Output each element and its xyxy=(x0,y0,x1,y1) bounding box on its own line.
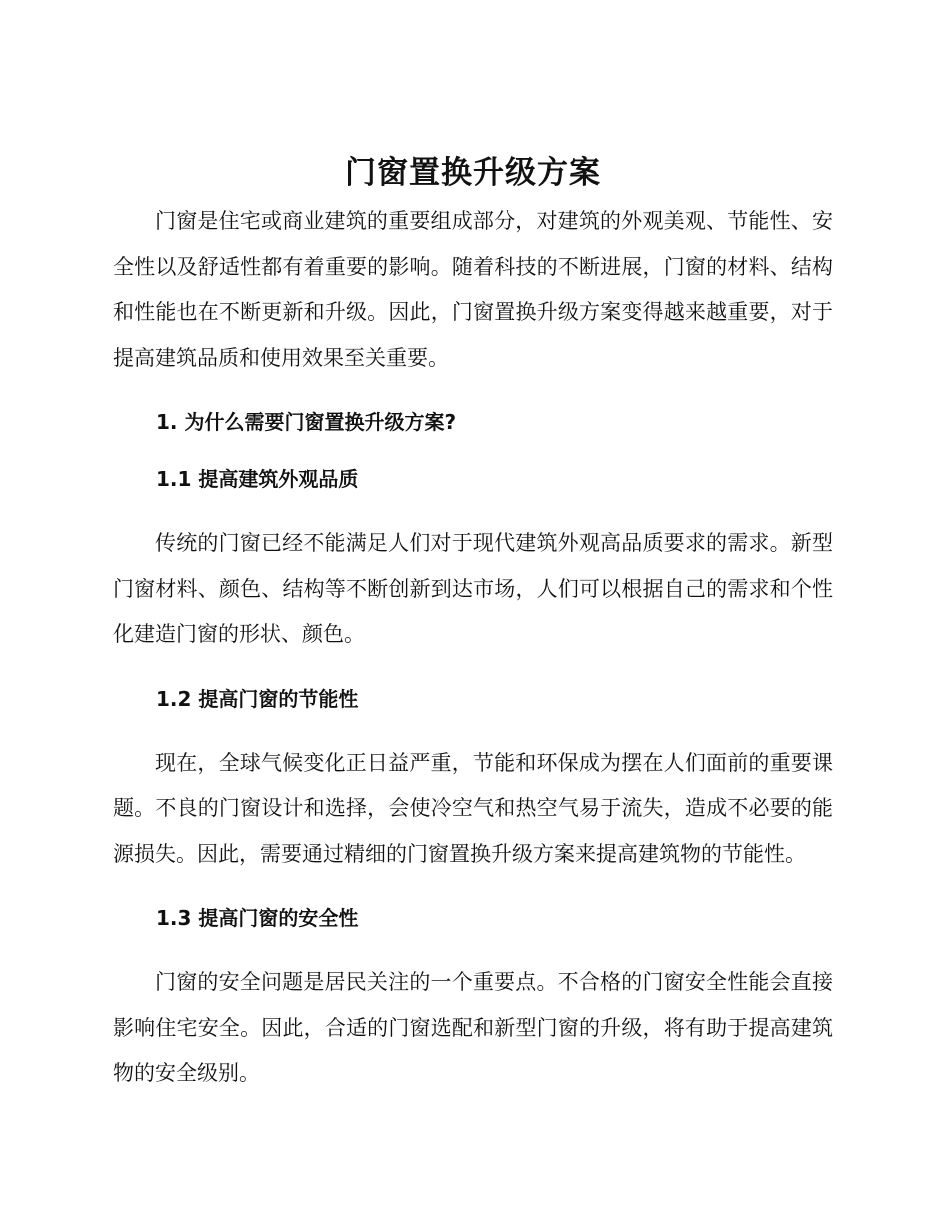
section-heading-appearance: 1.1 提高建筑外观品质 xyxy=(156,467,359,491)
document-title: 门窗置换升级方案 xyxy=(345,155,601,191)
section-body-energy: 现在，全球气候变化正日益严重，节能和环保成为摆在人们面前的重要课题。不良的门窗设计和选择，会使冷空气和热空气易于流失，造成不必要的能源损失。因此，需要通过精细的门窗置换升级方案来提高建筑物的节能性。 xyxy=(113,750,833,866)
section-heading-safety: 1.3 提高门窗的安全性 xyxy=(156,906,359,930)
section-heading-why: 1. 为什么需要门窗置换升级方案? xyxy=(156,410,457,434)
document-page xyxy=(113,148,833,1097)
section-body-appearance: 传统的门窗已经不能满足人们对于现代建筑外观高品质要求的需求。新型门窗材料、颜色、结构等不断创新到达市场，人们可以根据自己的需求和个性化建造门窗的形状、颜色。 xyxy=(113,531,833,646)
section-body-safety: 门窗的安全问题是居民关注的一个重要点。不合格的门窗安全性能会直接影响住宅安全。因此，合适的门窗选配和新型门窗的升级，将有助于提高建筑物的安全级别。 xyxy=(113,970,833,1085)
intro-paragraph: 门窗是住宅或商业建筑的重要组成部分，对建筑的外观美观、节能性、安全性以及舒适性都有着重要的影响。随着科技的不断进展，门窗的材料、结构和性能也在不断更新和升级。因此，门窗置换升级方案变得越来越重要，对于提高建筑品质和使用效果至关重要。 xyxy=(113,209,833,370)
section-heading-energy: 1.2 提高门窗的节能性 xyxy=(156,686,359,711)
